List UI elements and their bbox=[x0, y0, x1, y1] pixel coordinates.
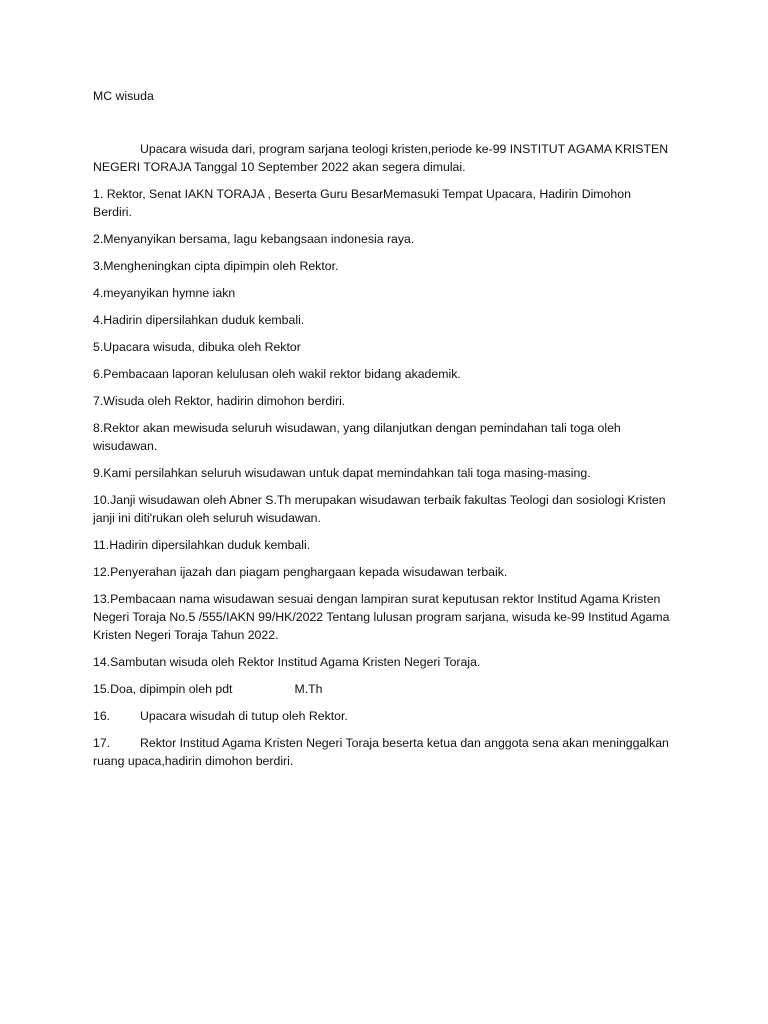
list-item bbox=[93, 257, 673, 275]
document-body bbox=[93, 87, 673, 779]
item-number: 16. bbox=[93, 709, 111, 723]
list-item bbox=[93, 491, 673, 527]
list-item bbox=[93, 707, 673, 725]
item-text: Upacara wisudah di tutup oleh Rektor. bbox=[140, 709, 348, 723]
item-number: 15. bbox=[93, 682, 111, 696]
list-item bbox=[93, 338, 673, 356]
item-number: 10. bbox=[93, 493, 111, 507]
list-item bbox=[93, 590, 673, 644]
item-text: Sambutan wisuda oleh Rektor Institud Agama Kristen Negeri Toraja. bbox=[110, 655, 481, 669]
list-item bbox=[93, 284, 673, 302]
item-text: Janji wisudawan oleh Abner S.Th merupakan wisudawan terbaik fakultas Teologi dan sosiologi Kristen janji ini diti'rukan oleh seluruh wisudawan. bbox=[93, 493, 666, 525]
list-item bbox=[93, 464, 673, 482]
item-number: 5. bbox=[93, 340, 104, 354]
item-number: 9. bbox=[93, 466, 104, 480]
item-number: 2. bbox=[93, 232, 104, 246]
item-number: 4. bbox=[93, 313, 104, 327]
item-number: 4. bbox=[93, 286, 104, 300]
item-text-suffix: M.Th bbox=[294, 682, 323, 696]
item-number: 12. bbox=[93, 565, 111, 579]
list-item bbox=[93, 536, 673, 554]
intro-paragraph: Upacara wisuda dari, program sarjana teologi kristen,periode ke-99 INSTITUT AGAMA KRISTEN NEGERI TORAJA Tanggal 10 September 2022 akan segera dimulai. bbox=[93, 142, 669, 174]
item-text: Hadirin dipersilahkan duduk kembali. bbox=[103, 313, 305, 327]
list-item bbox=[93, 365, 673, 383]
list-item bbox=[93, 230, 673, 248]
item-text: Doa, dipimpin oleh pdt bbox=[110, 682, 233, 696]
item-text: Rektor, Senat IAKN TORAJA , Beserta Guru BesarMemasuki Tempat Upacara, Hadirin Dimohon Berdiri. bbox=[93, 187, 631, 219]
list-item bbox=[93, 311, 673, 329]
list-item bbox=[93, 653, 673, 671]
item-text: Rektor akan mewisuda seluruh wisudawan, yang dilanjutkan dengan pemindahan tali toga oleh wisudawan. bbox=[93, 421, 621, 453]
list-item bbox=[93, 680, 673, 698]
list-item bbox=[93, 392, 673, 410]
list-item bbox=[93, 563, 673, 581]
item-text: Mengheningkan cipta dipimpin oleh Rektor. bbox=[103, 259, 339, 273]
item-text: Rektor Institud Agama Kristen Negeri Toraja beserta ketua dan anggota sena akan meninggalkan ruang upaca,hadirin dimohon berdiri. bbox=[93, 736, 669, 768]
item-number: 7. bbox=[93, 394, 104, 408]
list-item bbox=[93, 185, 673, 221]
item-number: 14. bbox=[93, 655, 111, 669]
item-text: Pembacaan nama wisudawan sesuai dengan lampiran surat keputusan rektor Institud Agama Kristen Negeri Toraja No.5 /555/IAKN 99/HK/2022 Tentang lulusan program sarjana, wisuda ke-99 Institud Agama Kristen Negeri Toraja Tahun 2022. bbox=[93, 592, 670, 642]
item-text: Hadirin dipersilahkan duduk kembali. bbox=[109, 538, 311, 552]
document-title: MC wisuda bbox=[93, 89, 154, 103]
list-item bbox=[93, 419, 673, 455]
item-text: Penyerahan ijazah dan piagam penghargaan kepada wisudawan terbaik. bbox=[110, 565, 508, 579]
item-text: Pembacaan laporan kelulusan oleh wakil rektor bidang akademik. bbox=[103, 367, 461, 381]
list-item bbox=[93, 734, 673, 770]
item-text: Upacara wisuda, dibuka oleh Rektor bbox=[103, 340, 301, 354]
item-number: 3. bbox=[93, 259, 104, 273]
item-text: Menyanyikan bersama, lagu kebangsaan indonesia raya. bbox=[103, 232, 415, 246]
item-text: meyanyikan hymne iakn bbox=[103, 286, 236, 300]
item-text: Wisuda oleh Rektor, hadirin dimohon berdiri. bbox=[103, 394, 346, 408]
item-number: 11. bbox=[93, 538, 110, 552]
item-number: 1. bbox=[93, 187, 107, 201]
item-number: 13. bbox=[93, 592, 111, 606]
item-text: Kami persilahkan seluruh wisudawan untuk dapat memindahkan tali toga masing-masing. bbox=[103, 466, 591, 480]
item-number: 6. bbox=[93, 367, 104, 381]
item-number: 17. bbox=[93, 736, 111, 750]
item-number: 8. bbox=[93, 421, 104, 435]
